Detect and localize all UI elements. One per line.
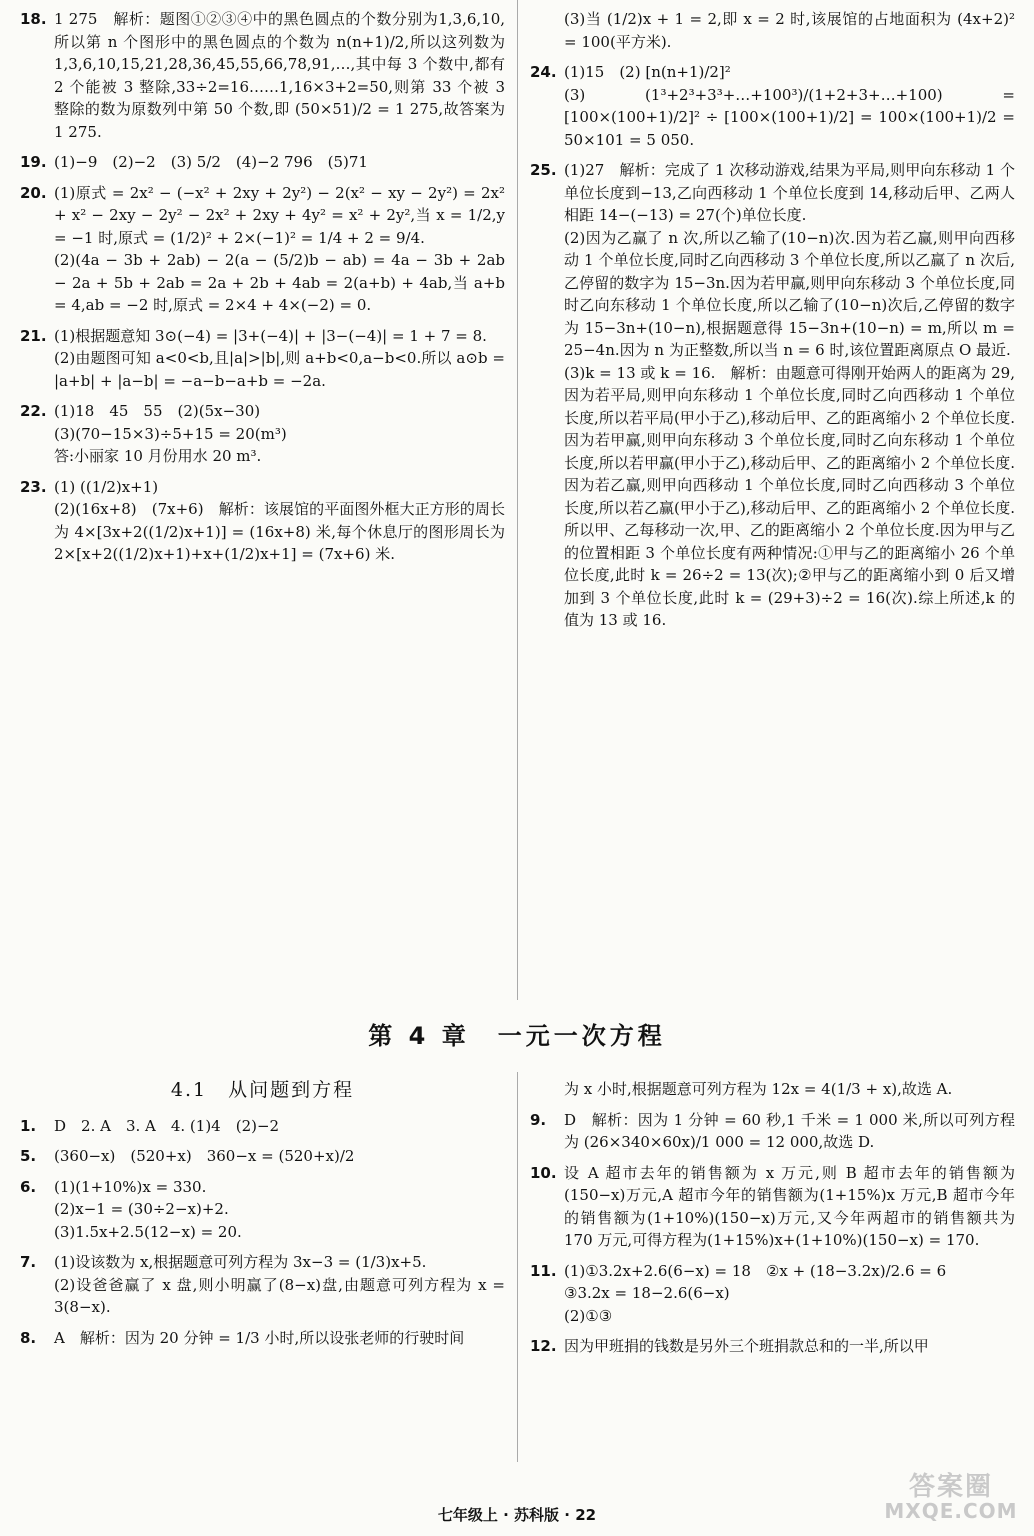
answer-number: 22.	[20, 402, 47, 420]
answer-number: 25.	[530, 161, 557, 179]
answer-text: (1)−9 (2)−2 (3) 5/2 (4)−2 796 (5)71	[54, 153, 368, 171]
answer-item	[20, 151, 505, 174]
answer-text: D 解析：因为 1 分钟 = 60 秒,1 千米 = 1 000 米,所以可列方程为 (26×340×60x)/1 000 = 12 000,故选 D.	[564, 1110, 1015, 1151]
answer-item	[530, 61, 1015, 151]
answer-number	[530, 1078, 564, 1101]
answer-text: (1)根据题意知 3⊙(−4) = |3+(−4)| + |3−(−4)| = 1 + 7 = 8. (2)由题图可知 a<0<b,且|a|>|b|,则 a+b<0,a−b<0.所以 a⊙b = |a+b| + |a−b| = −a−b−a+b = −2a.	[54, 326, 505, 390]
answer-item	[20, 1115, 505, 1138]
answer-text: (1)①3.2x+2.6(6−x) = 18 ②x + (18−3.2x)/2.6 = 6 ③3.2x = 18−2.6(6−x) (2)①③	[564, 1261, 947, 1325]
answer-number: 12.	[530, 1337, 557, 1355]
answers-column-top-right	[530, 8, 1015, 1000]
answer-text: (1)设该数为 x,根据题意可列方程为 3x−3 = (1/3)x+5. (2)设爸爸赢了 x 盘,则小明赢了(8−x)盘,由题意可列方程为 x = 3(8−x).	[54, 1253, 505, 1316]
answer-text: (1)原式 = 2x² − (−x² + 2xy + 2y²) − 2(x² − xy − 2y²) = 2x² + x² − 2xy − 2y² − 2x² + 2xy + 4y² = x² + 2y²,当 x = 1/2,y = −1 时,原式 = (1/2)² + 2×(−1)² = 1/4 + 2 = 9/4. (2)(4a − 3b + 2ab) − 2(a − (5/2)b − ab) = 4a − 3b + 2ab − 2a + 5b + 2ab = 2a + 2b + 4ab = 2(a+b) + 4ab,当 a+b = 4,ab = −2 时,原式 = 2×4 + 4×(−2) = 0.	[54, 183, 505, 314]
answer-item	[530, 1335, 1015, 1358]
answer-item	[530, 1162, 1015, 1252]
answer-item	[20, 325, 505, 393]
answer-item	[530, 8, 1015, 53]
answer-item	[530, 159, 1015, 632]
chapter-title: 第 4 章 一元一次方程	[368, 1022, 666, 1050]
answer-number: 7.	[20, 1253, 37, 1271]
answer-number: 24.	[530, 63, 557, 81]
answer-item	[20, 1327, 505, 1350]
answer-number: 21.	[20, 326, 47, 345]
answer-number: 11.	[530, 1261, 557, 1280]
answer-number: 8.	[20, 1328, 37, 1347]
answer-text: (360−x) (520+x) 360−x = (520+x)/2	[54, 1147, 355, 1165]
column-divider-bottom	[517, 1072, 518, 1462]
watermark-line2: MXQE.COM	[884, 1499, 1018, 1524]
answer-text: 因为甲班捐的钱数是另外三个班捐款总和的一半,所以甲	[564, 1337, 929, 1355]
answer-item	[20, 1251, 505, 1319]
answer-item	[20, 1145, 505, 1168]
answer-text: A 解析：因为 20 分钟 = 1/3 小时,所以设张老师的行驶时间	[54, 1328, 465, 1347]
answer-item	[20, 1176, 505, 1244]
answer-item	[20, 8, 505, 143]
answer-text: (1)(1+10%)x = 330. (2)x−1 = (30÷2−x)+2. (3)1.5x+2.5(12−x) = 20.	[54, 1177, 242, 1241]
answer-item	[20, 400, 505, 468]
answer-text: (1)15 (2) [n(n+1)/2]² (3) (1³+2³+3³+…+100³)/(1+2+3+…+100) = [100×(100+1)/2]² ÷ [100×(100+1)/2] = 100×(100+1)/2 = 50×101 = 5 050.	[564, 63, 1015, 149]
answer-number: 18.	[20, 10, 47, 28]
answer-number: 6.	[20, 1177, 37, 1196]
answer-number: 1.	[20, 1116, 37, 1135]
answer-item	[530, 1109, 1015, 1154]
bottom-section	[0, 1072, 1034, 1462]
answer-number: 19.	[20, 153, 47, 171]
answer-item	[530, 1260, 1015, 1328]
answer-item	[20, 182, 505, 317]
watermark-logo	[876, 1474, 1026, 1530]
answers-column-bottom-right	[530, 1078, 1015, 1462]
answers-column-top-left	[20, 8, 505, 1000]
answer-number: 23.	[20, 477, 47, 496]
answer-number: 20.	[20, 183, 47, 202]
answer-item	[20, 476, 505, 566]
answer-text: 为 x 小时,根据题意可列方程为 12x = 4(1/3 + x),故选 A.	[564, 1080, 953, 1098]
section-title: 4.1 从问题到方程	[170, 1079, 355, 1101]
page-footer: 七年级上 · 苏科版 · 22	[437, 1506, 597, 1524]
answer-number: 9.	[530, 1110, 547, 1129]
answer-text: (1)27 解析：完成了 1 次移动游戏,结果为平局,则甲向东移动 1 个单位长度到−13,乙向西移动 1 个单位长度到 14,移动后甲、乙两人相距 14−(−13) = 27(个)单位长度. (2)因为乙赢了 n 次,所以乙输了(10−n)次.因为若乙赢,则甲向西移动 1 个单位长度,同时乙向西移动 3 个单位长度,所以乙赢了 n 次后,乙停留的数字为 15−3n.因为若甲赢,则甲向东移动 3 个单位长度,同时乙向东移动 1 个单位长度,所以乙输了(10−n)次后,乙停留的数字为 15−3n+(10−n),根据题意得 15−3n+(10−n) = m,所以 m = 25−4n.因为 n 为正整数,所以当 n = 6 时,该位置距离原点 O 最近. (3)k = 13 或 k = 16. 解析：由题意可得刚开始两人的距离为 29,因为若平局,则甲向东移动 1 个单位长度,同时乙向西移动 1 个单位长度,所以若平局(甲小于乙),移动后甲、乙的距离缩小 2 个单位长度.因为若甲赢,则甲向东移动 3 个单位长度,同时乙向东移动 1 个单位长度,所以若甲赢(甲小于乙),移动后甲、乙的距离缩小 2 个单位长度.因为若乙赢,则甲向西移动 1 个单位长度,同时乙向西移动 3 个单位长度,所以若乙赢(甲小于乙),移动后甲、乙的距离缩小 2 个单位长度.所以甲、乙每移动一次,甲、乙的距离缩小 2 个单位长度.因为甲与乙的位置相距 3 个单位长度有两种情况:①甲与乙的距离缩小 26 个单位长度,此时 k = 26÷2 = 13(次);②甲与乙的距离缩小到 0 后又增加到 3 个单位长度,此时 k = (29+3)÷2 = 16(次).综上所述,k 的值为 13 或 16.	[564, 161, 1015, 629]
answer-number: 5.	[20, 1147, 37, 1165]
answer-text: (1)18 45 55 (2)(5x−30) (3)(70−15×3)÷5+15 = 20(m³) 答:小丽家 10 月份用水 20 m³.	[54, 402, 287, 465]
answer-item	[530, 1078, 1015, 1101]
answer-text: (3)当 (1/2)x + 1 = 2,即 x = 2 时,该展馆的占地面积为 (4x+2)² = 100(平方米).	[564, 10, 1015, 51]
watermark-line1: 答案圈	[908, 1472, 993, 1502]
answer-number	[530, 8, 564, 53]
answers-column-bottom-left-wrap	[20, 1072, 505, 1462]
answers-column-bottom-left	[20, 1115, 505, 1350]
column-divider-top	[517, 0, 518, 1000]
answer-text: D 2. A 3. A 4. (1)4 (2)−2	[54, 1116, 280, 1135]
answer-text: 1 275 解析：题图①②③④中的黑色圆点的个数分别为1,3,6,10,所以第 n 个图形中的黑色圆点的个数为 n(n+1)/2,所以这列数为 1,3,6,10,15,21,28,36,45,55,66,78,91,…,其中每 3 个数中,都有 2 个能被 3 整除,33÷2=16……1,16×3+2=50,则第 33 个被 3 整除的数为原数列中第 50 个数,即 (50×51)/2 = 1 275,故答案为 1 275.	[54, 10, 505, 141]
answer-number: 10.	[530, 1163, 557, 1182]
answer-text: (1) ((1/2)x+1) (2)(16x+8) (7x+6) 解析：该展馆的平面图外框大正方形的周长为 4×[3x+2((1/2)x+1)] = (16x+8) 米,每个休息厅的图形周长为 2×[x+2((1/2)x+1)+x+(1/2)x+1] = (7x+6) 米.	[54, 477, 505, 563]
answer-text: 设 A 超市去年的销售额为 x 万元,则 B 超市去年的销售额为(150−x)万元,A 超市今年的销售额为(1+15%)x 万元,B 超市今年的销售额为(1+10%)(150−x)万元,又今年两超市的销售额共为 170 万元,可得方程为(1+15%)x+(1+10%)(150−x) = 170.	[564, 1163, 1015, 1249]
